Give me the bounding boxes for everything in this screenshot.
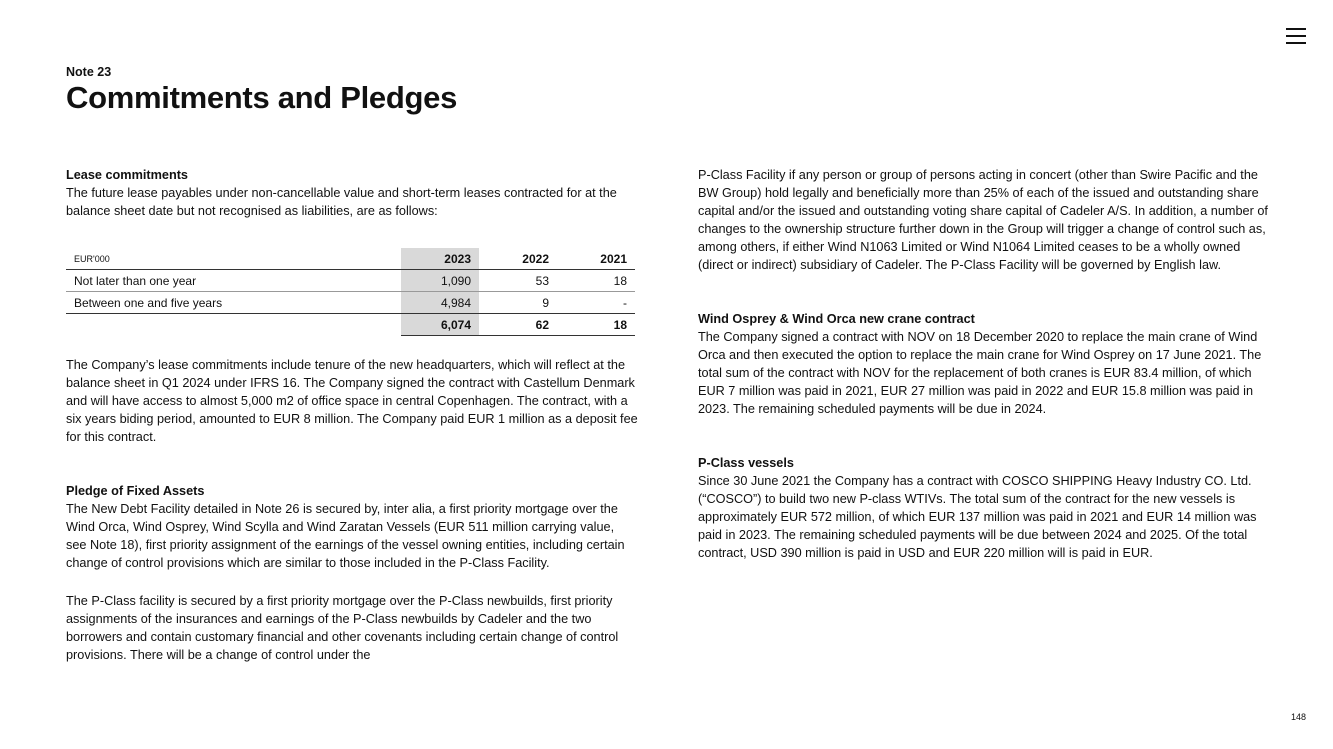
cell-2022: 53 [479, 270, 557, 292]
pledge-paragraph-1: The New Debt Facility detailed in Note 26 is secured by, inter alia, a first priority mortgage over the Wind Orca, Wind Osprey, Wind Scylla and Wind Zaratan Vessels (EUR 511 million carrying value, see Note 18), first priority assignment of the earnings of the vessel owning entities, including certain change of control provisions which are similar to those included in the P-Class Facility. [66, 502, 625, 570]
vessels-body: Since 30 June 2021 the Company has a contract with COSCO SHIPPING Heavy Industry CO. Ltd. (“COSCO”) to build two new P-class WTIVs. The total sum of the contract for the new vessels is approximately EUR 572 million, of which EUR 137 million was paid in 2021 and EUR 14 million was paid in 2023. The remaining scheduled payments will be due between 2024 and 2025. Of the total contract, USD 390 million is paid in USD and EUR 220 million will is paid in EUR. [698, 474, 1257, 560]
menu-icon-bar [1286, 35, 1306, 37]
cell-2022: 9 [479, 292, 557, 314]
cell-2023: 4,984 [401, 292, 479, 314]
lease-intro: The future lease payables under non-cancellable value and short-term leases contracted for at the balance sheet date but not recognised as liabilities, are as follows: [66, 186, 617, 218]
unit-label: EUR'000 [66, 248, 401, 270]
total-label-cell [66, 314, 401, 336]
total-2021: 18 [557, 314, 635, 336]
cell-2023: 1,090 [401, 270, 479, 292]
right-column [698, 166, 1270, 562]
crane-heading: Wind Osprey & Wind Orca new crane contract [698, 312, 975, 326]
note-label: Note 23 [66, 65, 112, 79]
cell-2021: - [557, 292, 635, 314]
pledge-paragraph-2: The P-Class facility is secured by a first priority mortgage over the P-Class newbuilds, first priority assignments of the insurances and earnings of the P-Class newbuilds by Cadeler and the two borrowers and contain customary financial and other covenants including certain change of control provisions. There will be a change of control under the [66, 594, 619, 662]
page-number: 148 [1291, 712, 1307, 722]
row-label: Between one and five years [66, 292, 401, 314]
row-label: Not later than one year [66, 270, 401, 292]
table-row [66, 270, 635, 292]
total-2022: 62 [479, 314, 557, 336]
menu-icon[interactable] [1283, 24, 1309, 46]
column-header-2021: 2021 [557, 248, 635, 270]
lease-table [66, 248, 635, 336]
column-header-2023: 2023 [401, 248, 479, 270]
pledge-heading: Pledge of Fixed Assets [66, 484, 205, 498]
menu-icon-bar [1286, 28, 1306, 30]
table-row [66, 292, 635, 314]
column-header-2022: 2022 [479, 248, 557, 270]
total-2023: 6,074 [401, 314, 479, 336]
left-column [66, 166, 638, 664]
crane-body: The Company signed a contract with NOV on 18 December 2020 to replace the main crane of Wind Orca and then executed the option to replace the main crane for Wind Osprey on 17 June 2021. The total sum of the contract with NOV for the replacement of both cranes is EUR 83.4 million, of which EUR 7 million was paid in 2021, EUR 27 million was paid in 2022 and EUR 15.8 million was paid in 2023. The remaining scheduled payments will be due in 2024. [698, 330, 1262, 416]
page-title: Commitments and Pledges [66, 80, 458, 115]
lease-heading: Lease commitments [66, 168, 188, 182]
cell-2021: 18 [557, 270, 635, 292]
lease-table-header [66, 248, 635, 270]
table-total-row [66, 314, 635, 336]
vessels-heading: P-Class vessels [698, 456, 794, 470]
pledge-paragraph-2-continued: P-Class Facility if any person or group of persons acting in concert (other than Swire Pacific and the BW Group) hold legally and beneficially more than 25% of each of the issued and outstanding share capital and/or the issued and outstanding voting share capital of Cadeler A/S. In addition, a number of changes to the ownership structure further down in the Group will trigger a change of control such as, among others, if either Wind N1063 Limited or Wind N1064 Limited ceases to be a wholly owned (direct or indirect) subsidiary of Cadeler. The P-Class Facility will be governed by English law. [698, 168, 1268, 272]
menu-icon-bar [1286, 42, 1306, 44]
lease-body: The Company’s lease commitments include tenure of the new headquarters, which will reflect at the balance sheet in Q1 2024 under IFRS 16. The Company signed the contract with Castellum Denmark and will have access to almost 5,000 m2 of office space in central Copenhagen. The contract, with a six years biding period, amounted to EUR 8 million. The Company paid EUR 1 million as a deposit fee for this contract. [66, 358, 638, 444]
